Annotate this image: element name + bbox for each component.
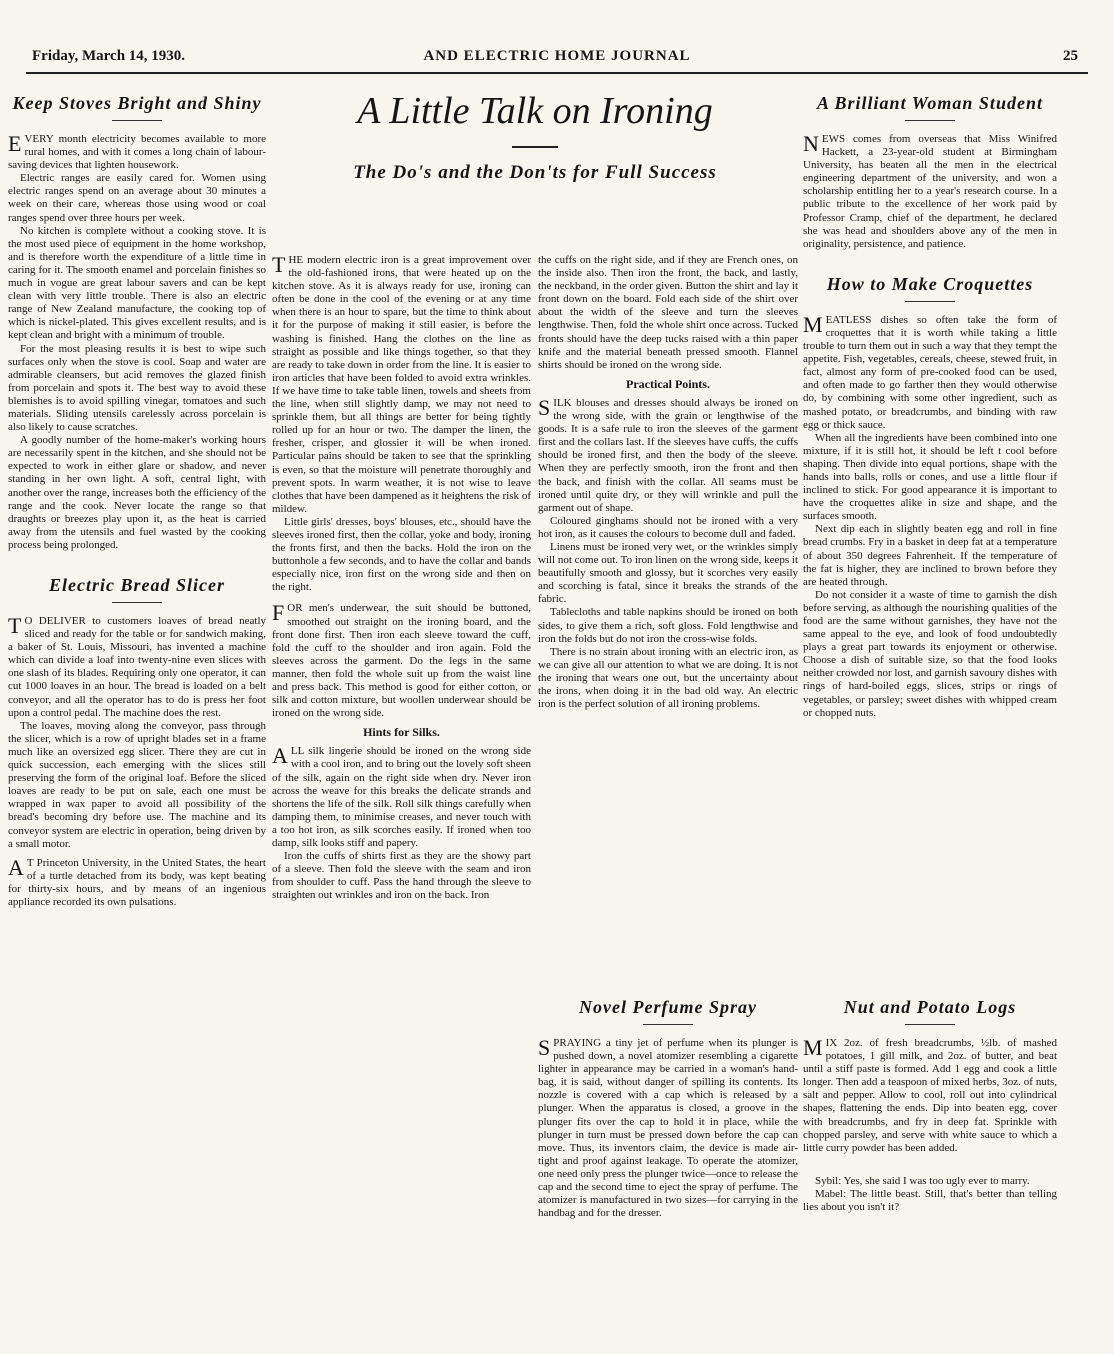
student-para: NEWS comes from overseas that Miss Winifred Hackett, a 23-year-old student at Birmingham University, has beaten all the men in the electrical engineering department of the university, and won a scholarship entitling her to a year's research course. In a public tribute to the excellence of her work paid by Professor Cramp, chief of the department, he declared she was head and shoulders above any of the men in originality, persistence, and patience. [803, 131, 1057, 250]
student-title: A Brilliant Woman Student [817, 93, 1043, 113]
divider [512, 146, 558, 148]
publication-name: AND ELECTRIC HOME JOURNAL [423, 48, 691, 64]
ironing-para-2: Little girls' dresses, boys' blouses, etc., should have the sleeves ironed first, then the collar, yoke and body, ironing the fronts first, and then the backs. Hold the iron on the buttonhole a few seconds, and to have the collar and bands especially nice, iron first on the wrong side and then on the right. [272, 515, 531, 594]
stoves-para-4: For the most pleasing results it is best to wipe such surfaces only when the stove is cool. Soap and water are admirable cleansers, but acid removes the glazed finish from porcelain and spots it. The best way to avoid these blemishes is to avoid spilling vinegar, tomatoes and such materials. Sliding utensils carelessly across porcelain is also likely to cause scratches. [8, 342, 266, 434]
perfume-para: SPRAYING a tiny jet of perfume when its plunger is pushed down, a novel atomizer resembling a cigarette lighter in appearance may be carried in a woman's hand-bag, it is said, without danger of spilling its contents. Its nozzle is covered with a cap which is released by a plunger. When the apparatus is closed, a groove in the plunger fits over the cap to hold it in place, while the plunger in turn must be pressed down before the cap can move. Thus, its inventors claim, the device is made air-tight and proof against leakage. To operate the atomizer, one need only press the plunger twice—once to release the cap and the second time to eject the spray of perfume. The atomizer is manufactured in two sizes—for carrying in the handbag and for the dresser. [538, 1035, 798, 1220]
croquettes-para-4: Do not consider it a waste of time to garnish the dish before serving, as although the nourishing qualities of the food are the same without garnishes, they have not the same appeal to the eye, and look of food undoubtedly plays a great part towards its enjoyment or otherwise. Choose a dish of suitable size, so that the food looks neither crowded nor lost, and garnish savoury dishes with rings of hard-boiled eggs, slices, strips or rings of vegetables, or parsley; sweet dishes with whipped cream or chopped nuts. [803, 588, 1057, 719]
divider [905, 1024, 955, 1025]
hints-heading: Hints for Silks. [363, 725, 440, 740]
stoves-para-1: EVERY month electricity becomes available to more rural homes, and with it comes a long chain of labour-saving devices that lighten housework. [8, 131, 266, 172]
divider [112, 602, 162, 603]
divider [905, 301, 955, 302]
ironing-para-1: THE modern electric iron is a great improvement over the old-fashioned irons, that were heated up on the kitchen stove. As it is always ready for use, ironing can often be done in the cool of the evening or at any time when there is an hour to spare, but the time to think about it for the purpose of making it still easier, is before the washing is finished. Hang the clothes on the line as straight as possible and like things together, so that they are ready to take down in order from the line. It is easier to iron articles that have been folded to avoid extra wrinkles. If we have time to take table linen, towels and sheets from the line, when still slightly damp, we may not need to sprinkle them, but all things are better for being tightly rolled up for an hour or two. The damper the linen, the fresher, crisper, and glossier it will be when ironed. Particular pains should be taken to see that the sprinkling is even, so that the moisture will penetrate thoroughly and prevent spots. In warm weather, it is not wise to leave clothes that have been dampened as it heightens the risk of mildew. [272, 254, 531, 515]
bread-para-1: TO DELIVER to customers loaves of bread neatly sliced and ready for the table or for sandwich making, a baker of St. Louis, Missouri, has invented a machine which can divide a loaf into twenty-nine even slices with one slash of its blades. Requiring only one operator, it can cut 1000 loaves in an hour. The bread is loaded on a belt conveyor, and all the operator has to do is press her foot upon a control pedal. The machine does the rest. [8, 613, 266, 719]
practical-para-2: Coloured ginghams should not be ironed with a very hot iron, as it causes the colours to become dull and faded. [538, 514, 798, 540]
ironing-cont-para: the cuffs on the right side, and if they are French ones, on the inside also. Then iron the front, the back, and lastly, the neckband, in the order given. Button the shirt and lay it front down on the board. Fold each side of the shirt over about the width of the sleeve and turn the sleeves lengthwise. Then, fold the whole shirt once across. Tucked fronts should have the deep tucks raised with a thin paper knife and the material beneath pressed smooth. Flannel shirts should be ironed on the wrong side. [538, 254, 798, 371]
stoves-para-5: A goodly number of the home-maker's working hours are necessarily spent in the kitchen, and she should not be expected to work in either glare or shadow, and never standing in her own light. A soft, central light, with another over the range, increases both the efficiency of the range and the cook. Never locate the range so that draughts or breezes play upon it, as the heat is carried away from the utensils and fuel wasted by the cooking process being prolonged. [8, 434, 266, 551]
croquettes-para-3: Next dip each in slightly beaten egg and roll in fine bread crumbs. Fry in a basket in deep fat at a temperature of about 350 degrees Fahrenheit. If the temperature of the fat is higher, they are inclined to brown before they are heated through. [803, 523, 1057, 588]
joke-line-2: Mabel: The little beast. Still, that's better than telling lies about you isn't it? [803, 1187, 1057, 1214]
perfume-title: Novel Perfume Spray [579, 997, 757, 1017]
divider [643, 1024, 693, 1025]
issue-date: Friday, March 14, 1930. [32, 48, 186, 64]
bread-title: Electric Bread Slicer [49, 575, 225, 595]
princeton-para: AT Princeton University, in the United States, the heart of a turtle detached from its body, was kept beating for thirty-six hours, and by means of an ingenious appliance recorded its own pulsations. [8, 854, 266, 908]
ironing-title: A Little Talk on Ironing [357, 90, 713, 132]
stoves-para-3: No kitchen is complete without a cooking stove. It is the most used piece of equipment in the home workshop, and is therefore worth the expenditure of a little time in caring for it. The smooth enamel and porcelain finishes so much in vogue are great labour savers and can be kept clean with very little trouble. There is also an electric range of New Zealand manufacture, the cooking top of which is nickel-plated. This gives excellent results, and is kept clean and bright with a minimum of trouble. [8, 224, 266, 342]
joke-line-1: Sybil: Yes, she said I was too ugly ever to marry. [815, 1174, 1030, 1187]
perfume-article [538, 988, 798, 1334]
croquettes-para-1: MEATLESS dishes so often take the form of croquettes that it is worth while taking a little trouble to turn them out in such a way that they tempt the appetite. Fish, vegetables, cereals, cheese, stewed fruit, in fact, almost any form of pre-cooked food can be used, and often made to go farther then they would otherwise do, by combining with some other ingredient, such as mashed potato, or breadcrumbs, and binding with raw egg or thick sauce. [803, 311, 1057, 431]
croquettes-para-2: When all the ingredients have been combined into one mixture, if it is still hot, it should be left t cool before shaping. Then divide into equal portions, shape with the hands into balls, rolls or cones, and use a little flour if inclined to stick. For good appearance it is important to have the croquettes alike in size and shape, and the surfaces smooth. [803, 431, 1057, 523]
practical-heading: Practical Points. [626, 376, 710, 391]
croquettes-title: How to Make Croquettes [826, 273, 1034, 294]
ironing-headline [272, 86, 798, 184]
practical-para-5: There is no strain about ironing with an electric iron, as we can give all our attention to what we are doing. It is not the ironing that wears one out, but the uncertainty about the irons, when doing it in the bad old way. An electric iron is the perfect solution of all ironing problems. [538, 645, 798, 711]
divider [905, 120, 955, 121]
stoves-title: Keep Stoves Bright and Shiny [12, 93, 262, 113]
ironing-subtitle: The Do's and the Don'ts for Full Success [353, 162, 717, 183]
logs-title: Nut and Potato Logs [843, 997, 1017, 1017]
ironing-para-3: FOR men's underwear, the suit should be buttoned, smoothed out straight on the ironing board, and the front done first. Then iron each sleeve toward the cuff, fold the cuff to the shoulder and iron again. Fold the sleeves across the garment. Do the legs in the same manner, then fold the whole suit up from the waist line and press back. This method is good for either cotton, or silk and cotton mixture, but woollen underwear should be ironed on the wrong side. [272, 600, 531, 720]
logs-article [803, 988, 1057, 1334]
divider [112, 120, 162, 121]
practical-para-1: SILK blouses and dresses should always be ironed on the wrong side, with the grain or lengthwise of the goods. It is a safe rule to iron the sleeves of the garment first and the collars last. If the sleeves have cuffs, the cuffs should be ironed first, and then the body of the sleeve. When they are perfectly smooth, iron the front and then the back, and finish with the collar. All seams must be ironed until quite dry, or they will wrinkle and pull the garment out of shape. [538, 394, 798, 514]
column-1 [8, 84, 266, 1332]
column-2 [272, 254, 531, 1336]
stoves-para-2: Electric ranges are easily cared for. Women using electric ranges spend on an average about 30 minutes a week on their care, whereas those using wood or coal ranges spend over three hours per week. [8, 172, 266, 224]
hints-para-1: ALL silk lingerie should be ironed on the wrong side with a cool iron, and to bring out the lovely soft sheen of the silk, again on the right side when dry. Never iron across the weave for this breaks the delicate strands and shortens the life of the silk. Roll silk things carefully when damping them, to minimise creases, and never touch with a too hot iron, as silk scorches easily. If ironed when too damp, silk looks stiff and papery. [272, 743, 531, 850]
masthead [26, 44, 1088, 74]
logs-para: MIX 2oz. of fresh breadcrumbs, ½lb. of mashed potatoes, 1 gill milk, and 2oz. of butter, and beat until a stiff paste is formed. Add 1 egg and cook a little longer. Then add a teaspoon of mixed herbs, 3oz. of nuts, salt and pepper. Allow to cool, roll out into cylindrical shapes, flattening the ends. Dip into beaten egg, cover with breadcrumbs, and fry in deep fat. Sprinkle with chopped parsley, and serve with white sauce to which a little curry powder has been added. [803, 1035, 1057, 1154]
bread-para-2: The loaves, moving along the conveyor, pass through the slicer, which is a row of upright blades set in a frame much like an oversized egg slicer. There they are cut in quick succession, each emerging with the slices still preserving the form of the original loaf. Before the sliced loaves are ready to be put on sale, each one must be wrapped in wax paper to avoid all possibility of the bread's becoming dry before use. The machine and its conveyor system are electric in operation, being driven by a small motor. [8, 719, 266, 850]
hints-para-2: Iron the cuffs of shirts first as they are the showy part of a sleeve. Then fold the sleeve with the seam and iron from shoulder to cuff. Pass the hand through the sleeve to straighten out wrinkles and iron on the back. Iron [272, 850, 531, 902]
page-number: 25 [1063, 48, 1078, 64]
practical-para-3: Linens must be ironed very wet, or the wrinkles simply will not come out. To iron linen on the wrong side, keeps it beautifully smooth and glossy, but it scorches very easily and scorching is fatal, since it breaks the strands of the fabric. [538, 540, 798, 606]
practical-para-4: Tablecloths and table napkins should be ironed on both sides, to give them a rich, soft gloss. Fold lengthwise and iron the folds but do not iron the cross-wise folds. [538, 606, 798, 645]
